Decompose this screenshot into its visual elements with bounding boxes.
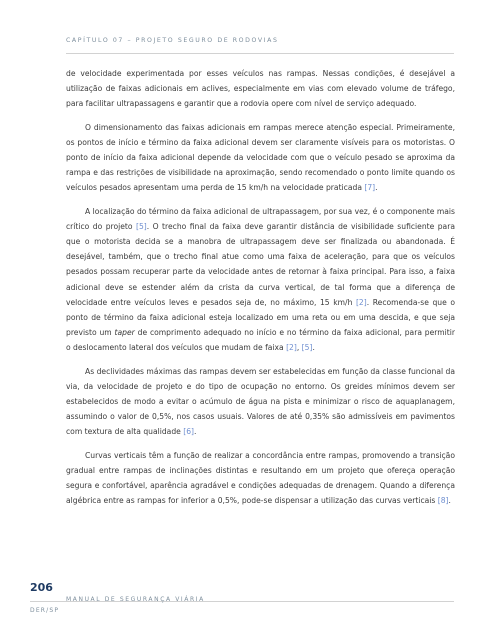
chapter-header: CAPÍTULO 07 – PROJETO SEGURO DE RODOVIAS (66, 37, 279, 44)
document-body (66, 66, 455, 516)
paragraph-text: de velocidade experimentada por esses veículos nas rampas. Nessas condições, é desejável a utilização de faixas adicionais em aclives, especialmente em vias com elevado volume de tráfego, para facilitar ultrapassagens e garantir que a rodovia opere com nível de serviço adequado. (66, 69, 455, 109)
manual-title: MANUAL DE SEGURANÇA VIÁRIA (66, 596, 205, 603)
body-paragraph (66, 120, 455, 196)
paragraph-text: , (296, 343, 302, 353)
reference-link[interactable]: [8] (437, 496, 449, 506)
reference-link[interactable]: [2] (286, 343, 297, 353)
reference-link[interactable]: [7] (364, 183, 376, 193)
paragraph-text: de comprimento adequado no início e no término da faixa adicional, para permitir o deslocamento lateral dos veículos que mudam de faixa (66, 328, 456, 353)
reference-link[interactable]: [5] (301, 343, 313, 353)
body-paragraph (66, 66, 455, 112)
paragraph-text: Curvas verticais têm a função de realizar a concordância entre rampas, promovendo a transição gradual entre rampas de inclinações distintas e resultando em um projeto que ofereça operação segura e confortável, aparência agradável e condições adequadas de drenagem. Quando a diferença algébrica entre as rampas for inferior a 0,5%, pode-se dispensar a utilização das curvas verticais (66, 450, 455, 506)
reference-link[interactable]: [5] (135, 221, 147, 231)
reference-link[interactable]: [2] (355, 297, 367, 307)
paragraph-text: . (448, 496, 451, 506)
page-number: 206 (30, 581, 53, 594)
body-paragraph (66, 364, 455, 440)
reference-link[interactable]: [6] (183, 427, 194, 437)
paragraph-text: . (375, 183, 378, 193)
body-paragraph (66, 204, 455, 356)
organization-name: DER/SP (30, 607, 60, 614)
header-divider (66, 53, 454, 54)
italic-term: taper (114, 328, 135, 338)
paragraph-text: O dimensionamento das faixas adicionais em rampas merece atenção especial. Primeiramente, os pontos de início e término da faixa adicional devem ser claramente visíveis para os motoristas. O ponto de início da faixa adicional depende da velocidade com que o veículo pesado se aproxima da rampa e das restrições de visibilidade na aproximação, sendo recomendado o ponto limite quando os veículos pesados apresentam uma perda de 15 km/h na velocidade praticada (66, 122, 455, 193)
paragraph-text: . Recomenda-se que o ponto de término da faixa adicional esteja localizado em uma reta ou em uma descida, e que seja previsto um (66, 297, 455, 338)
paragraph-text: As declividades máximas das rampas devem ser estabelecidas em função da classe funcional da via, da velocidade de projeto e do tipo de ocupação no entorno. Os greides mínimos devem ser estabelecidos de modo a evitar o acúmulo de água na pista e minimizar o risco de aquaplanagem, assumindo o valor de 0,5%, nos casos usuais. Valores de até 0,35% são admissíveis em pavimentos com textura de alta qualidade (66, 366, 455, 437)
paragraph-text: . (312, 343, 315, 353)
body-paragraph (66, 448, 455, 509)
paragraph-text: . (194, 427, 197, 437)
paragraph-text: A localização do término da faixa adicional de ultrapassagem, por sua vez, é o componente mais crítico do projeto (66, 206, 455, 231)
paragraph-text: . O trecho final da faixa deve garantir distância de visibilidade suficiente para que o motorista decida se a manobra de ultrapassagem deve ser finalizada ou abandonada. É desejável, também, que o trecho final atue como uma faixa de aceleração, para que os veículos pesados possam recuperar parte da velocidade antes de retornar à faixa principal. Para isso, a faixa adicional deve se estender além da crista da curva vertical, de tal forma que a diferença de velocidade entre veículos leves e pesados seja de, no máximo, 15 km/h (66, 221, 455, 307)
